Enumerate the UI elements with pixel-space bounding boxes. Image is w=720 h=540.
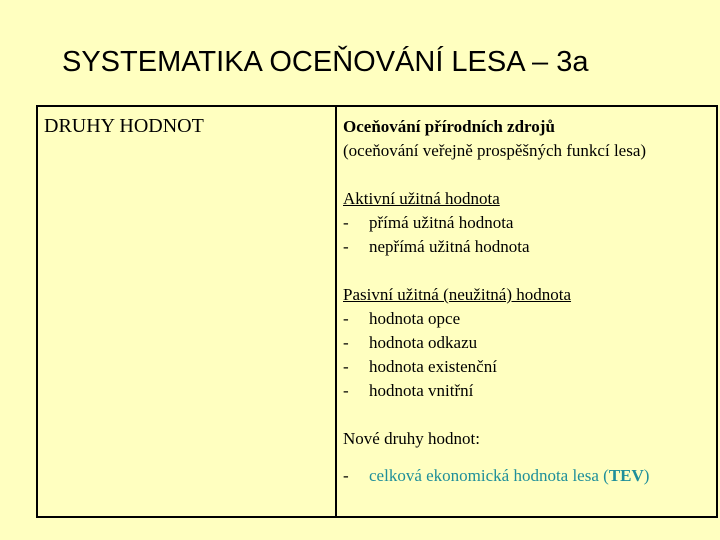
section1-title: Oceňování přírodních zdrojů [343, 117, 555, 136]
table-right-cell [337, 107, 716, 516]
table-left-cell [38, 107, 337, 516]
section4-title: Nové druhy hodnot: [343, 429, 480, 448]
left-header: DRUHY HODNOT [44, 115, 204, 137]
list-item: - hodnota odkazu [343, 333, 478, 352]
list-item: - hodnota vnitřní [343, 381, 474, 400]
tev-item: - celková ekonomická hodnota lesa (TEV) [343, 466, 650, 485]
content-table [36, 105, 718, 518]
slide-title: SYSTEMATIKA OCEŇOVÁNÍ LESA – 3a [62, 46, 589, 78]
list-item: - přímá užitná hodnota [343, 213, 514, 232]
section2-title: Aktivní užitná hodnota [343, 189, 500, 208]
list-item: - hodnota opce [343, 309, 461, 328]
list-item: - nepřímá užitná hodnota [343, 237, 530, 256]
section1-subtitle: (oceňování veřejně prospěšných funkcí lesa) [343, 141, 647, 160]
section3-title: Pasivní užitná (neužitná) hodnota [343, 285, 572, 304]
list-item: - hodnota existenční [343, 357, 497, 376]
